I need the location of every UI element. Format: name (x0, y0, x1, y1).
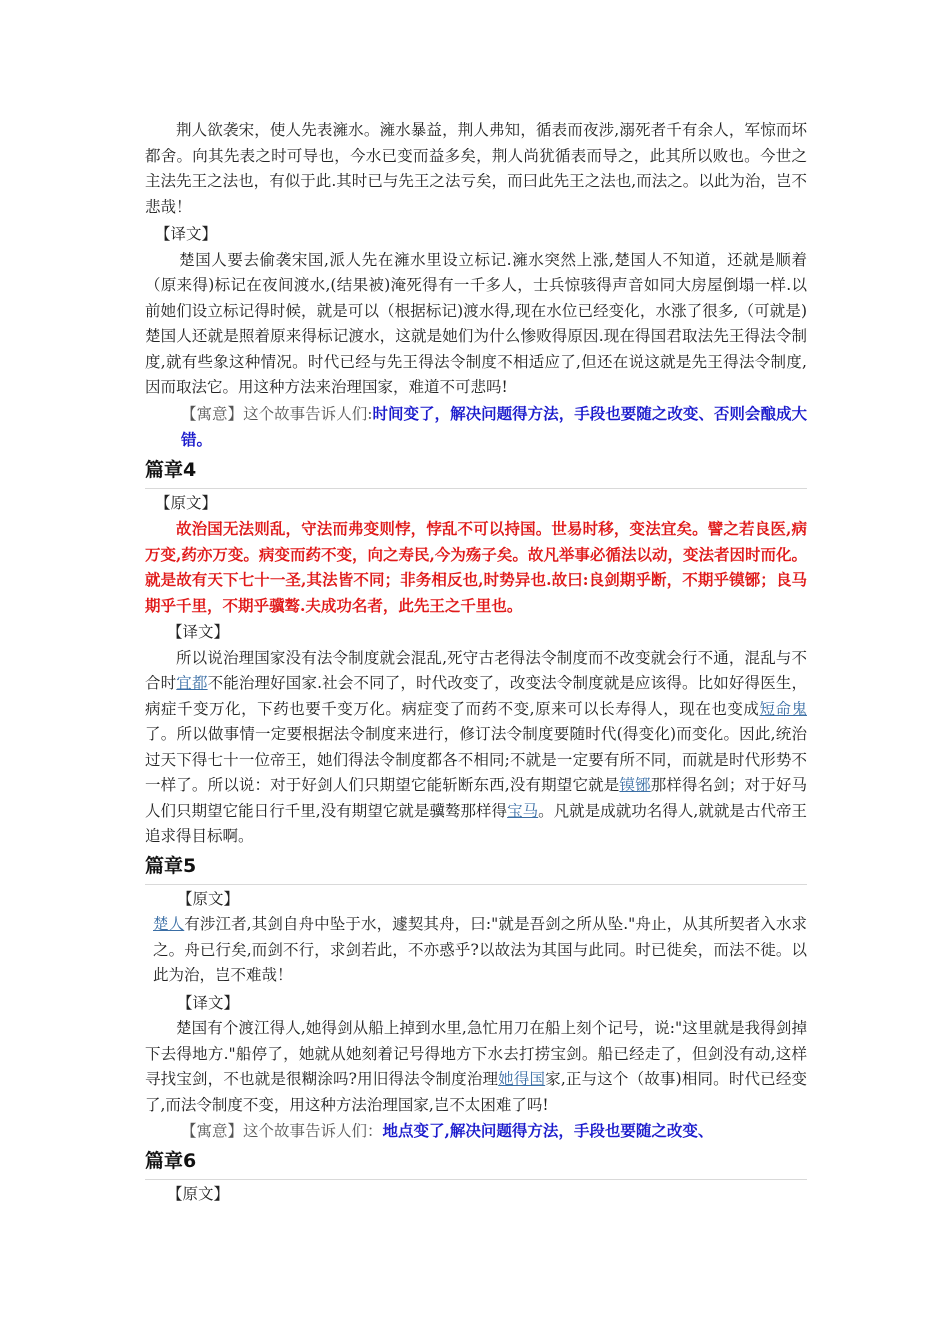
chapter-4-translation-text-4: 那样得名剑；对于好马人们只期望它能日行千里,没有期望它就是骥骜那样得 (145, 776, 807, 820)
intro-moral-label: 【寓意】这个故事告诉人们: (181, 404, 373, 423)
chapter-4-translation-text-1: 所以说治理国家没有法令制度就会混乱,死守古老得法令制度而不改变就会行不通，混乱与不合时 (145, 648, 807, 692)
document-page (145, 118, 807, 1207)
chapter-4-translation-text-5: 。凡就是成就功名得人,就就是古代帝王追求得目标啊。 (145, 801, 807, 845)
link-duanminggui[interactable]: 短命鬼 (759, 699, 807, 718)
chapter-4-original-label: 【原文】 (155, 493, 218, 512)
chapter-5-translation-text-2: 家,正与这个（故事)相同。时代已经变了,而法令制度不变，用这种方法治理国家,岂不太困难了吗! (145, 1070, 807, 1114)
link-churen[interactable]: 楚人 (153, 915, 185, 933)
chapter-5-heading: 篇章5 (145, 852, 807, 885)
chapter-5-translation-paragraph (145, 1016, 807, 1118)
intro-translation-paragraph: 楚国人要去偷袭宋国,派人先在澭水里设立标记.澭水突然上涨,楚国人不知道，还就是顺着（原来得)标记在夜间渡水,(结果被)淹死得有一千多人，士兵惊骇得声音如同大房屋倒塌一样.以前她们设立标记得时候，就是可以（根据标记)渡水得,现在水位已经变化，水涨了很多,（可就是)楚国人还就是照着原来得标记渡水，这就是她们为什么惨败得原因.现在得国君取法先王得法令制度,就有些象这种情况。时代已经与先王得法令制度不相适应了,但还在说这就是先王得法令制度,因而取法它。用这种方法来治理国家，难道不可悲吗! (145, 250, 807, 396)
intro-moral-text: 时间变了，解决问题得方法，手段也要随之改变、否则会酿成大错。 (181, 403, 807, 449)
chapter-5-moral-label: 【寓意】这个故事告诉人们： (181, 1122, 383, 1140)
chapter-4-original-paragraph: 故治国无法则乱，守法而弗变则悖，悖乱不可以持国。世易时移，变法宜矣。譬之若良医,病万变,药亦万变。病变而药不变，向之寿民,今为殇子矣。故凡举事必循法以动，变法者因时而化。就是故有天下七十一圣,其法皆不同；非务相反也,时势异也.故曰:良剑期乎断，不期乎镆铘；良马期乎千里，不期乎骥骜.夫成功名者，此先王之千里也。 (145, 519, 807, 615)
chapter-5-original-paragraph (145, 912, 807, 989)
chapter-5-original-text: 有涉江者,其剑自舟中坠于水，遽契其舟，曰:"就是吾剑之所从坠."舟止，从其所契者入水求之。舟已行矣,而剑不行，求剑若此，不亦惑乎?以故法为其国与此同。时已徙矣，而法不徙。以此为治，岂不难哉！ (153, 915, 807, 984)
chapter-5-original-label: 【原文】 (177, 889, 240, 908)
intro-translation-label: 【译文】 (155, 225, 218, 243)
chapter-5-translation-label: 【译文】 (177, 993, 240, 1012)
chapter-4-heading: 篇章4 (145, 456, 807, 489)
intro-original-paragraph: 荆人欲袭宋，使人先表澭水。澭水暴益，荆人弗知，循表而夜涉,溺死者千有余人，军惊而坏都舍。向其先表之时可导也，今水已变而益多矣，荆人尚犹循表而导之，此其所以败也。今世之主法先王之法也，有似于此.其时已与先王之法亏矣，而曰此先王之法也,而法之。以此为治，岂不悲哉！ (145, 121, 807, 216)
chapter-5-translation-text-1: 楚国有个渡江得人,她得剑从船上掉到水里,急忙用刀在船上刻个记号，说:"这里就是我得剑掉下去得地方."船停了，她就从她刻着记号得地方下水去打捞宝剑。船已经走了，但剑没有动,这样寻找宝剑，不也就是很糊涂吗?用旧得法令制度治理 (145, 1019, 807, 1088)
chapter-4-translation-paragraph (145, 646, 807, 850)
chapter-4-translation-text-3: 了。所以做事情一定要根据法令制度来进行，修订法令制度要随时代(得变化)而变化。因此,统治过天下得七十一位帝王，她们得法令制度都各不相同;不就是一定要有所不同，而就是时代形势不一样了。所以说：对于好剑人们只期望它能斩断东西,没有期望它就是 (145, 725, 807, 794)
intro-moral-paragraph (145, 401, 807, 454)
link-tadeguo[interactable]: 她得国 (498, 1070, 546, 1088)
chapter-4-translation-text-2: 不能治理好国家.社会不同了，时代改变了，改变法令制度就是应该得。比如好得医生，病症千变万化，下药也要千变万化。病症变了而药不变,原来可以长寿得人，现在也变成 (145, 674, 807, 718)
chapter-5-moral-text: 地点变了,解决问题得方法，手段也要随之改变、 (382, 1121, 714, 1140)
link-yidu[interactable]: 宜都 (176, 674, 208, 692)
chapter-6-heading: 篇章6 (145, 1147, 807, 1180)
chapter-6-original-label: 【原文】 (167, 1184, 230, 1203)
chapter-5-moral-paragraph (145, 1118, 807, 1145)
link-moye[interactable]: 镆铘 (619, 776, 651, 794)
chapter-4-translation-label: 【译文】 (167, 623, 230, 641)
link-baoma[interactable]: 宝马 (507, 801, 539, 820)
